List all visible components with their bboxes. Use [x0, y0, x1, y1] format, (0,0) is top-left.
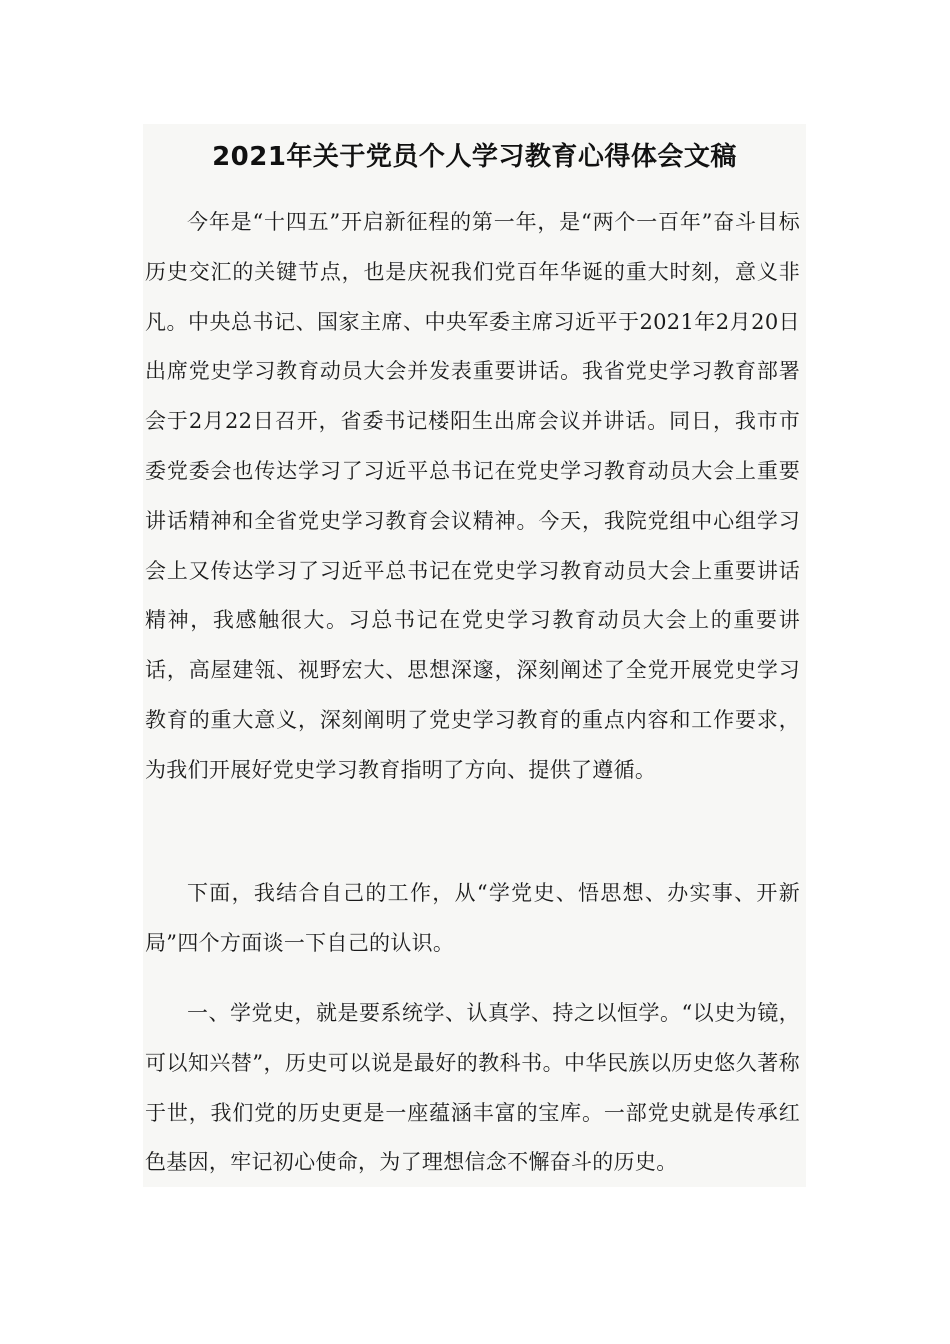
document-title: 2021年关于党员个人学习教育心得体会文稿 — [212, 142, 737, 172]
document-page — [143, 124, 806, 1187]
paragraph-intro: 今年是“十四五”开启新征程的第一年，是“两个一百年”奋斗目标历史交汇的关键节点，也是庆祝我们党百年华诞的重大时刻，意义非凡。中央总书记、国家主席、中央军委主席习近平于2021年2月20日出席党史学习教育动员大会并发表重要讲话。我省党史学习教育部署会于2月22日召开，省委书记楼阳生出席会议并讲话。同日，我市市委党委会也传达学习了习近平总书记在党史学习教育动员大会上重要讲话精神和全省党史学习教育会议精神。今天，我院党组中心组学习会上又传达学习了习近平总书记在党史学习教育动员大会上重要讲话精神，我感触很大。习总书记在党史学习教育动员大会上的重要讲话，高屋建瓴、视野宏大、思想深邃，深刻阐述了全党开展党史学习教育的重大意义，深刻阐明了党史学习教育的重点内容和工作要求，为我们开展好党史学习教育指明了方向、提供了遵循。 — [145, 210, 800, 782]
paragraph-outline: 下面，我结合自己的工作，从“学党史、悟思想、办实事、开新局”四个方面谈一下自己的认识。 — [145, 881, 800, 955]
paragraph-section-one: 一、学党史，就是要系统学、认真学、持之以恒学。“以史为镜，可以知兴替”，历史可以说是最好的教科书。中华民族以历史悠久著称于世，我们党的历史更是一座蕴涵丰富的宝库。一部党史就是传承红色基因，牢记初心使命，为了理想信念不懈奋斗的历史。 — [145, 1001, 800, 1175]
